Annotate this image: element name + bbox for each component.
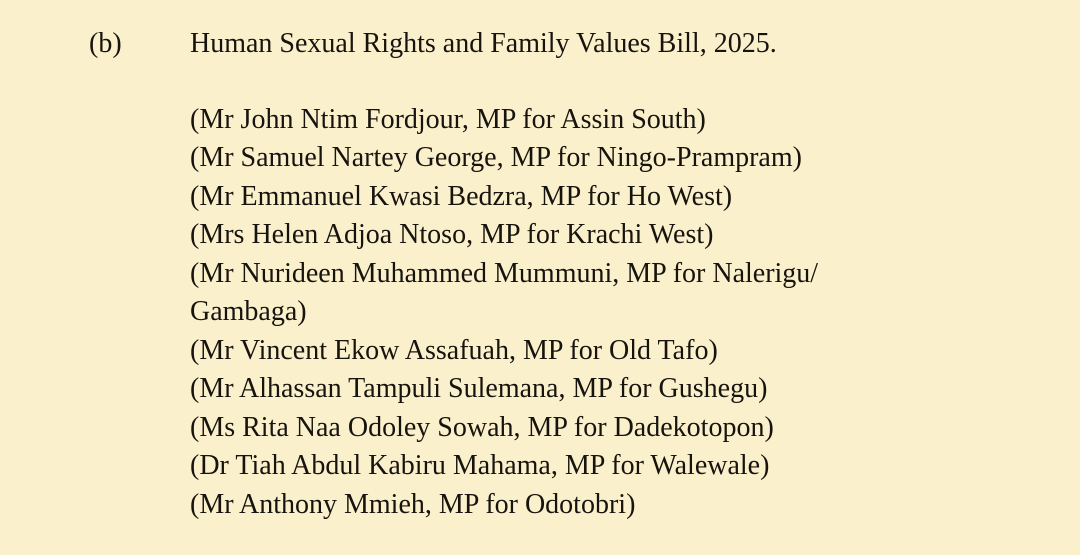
sponsor-list xyxy=(190,101,1080,525)
sponsor-line-wrap: Gambaga) xyxy=(190,296,307,327)
sponsor-line: (Mrs Helen Adjoa Ntoso, MP for Krachi West) xyxy=(190,219,714,250)
sponsor-line: (Mr Emmanuel Kwasi Bedzra, MP for Ho West) xyxy=(190,180,733,212)
sponsor-line: (Ms Rita Naa Odoley Sowah, MP for Dadekotopon) xyxy=(190,411,774,443)
sponsor-line: (Mr Anthony Mmieh, MP for Odotobri) xyxy=(190,488,636,520)
sponsor-line: (Mr Samuel Nartey George, MP for Ningo-Prampram) xyxy=(190,142,802,173)
sponsor-line: (Mr Alhassan Tampuli Sulemana, MP for Gushegu) xyxy=(190,373,768,404)
bill-title: Human Sexual Rights and Family Values Bill, 2025. xyxy=(190,28,777,59)
sponsor-line: (Mr Nurideen Muhammed Mummuni, MP for Nalerigu/ xyxy=(190,257,819,289)
list-item-label: (b) xyxy=(89,28,122,59)
sponsor-line: (Mr Vincent Ekow Assafuah, MP for Old Tafo) xyxy=(190,334,718,366)
sponsor-line: (Dr Tiah Abdul Kabiru Mahama, MP for Walewale) xyxy=(190,450,770,481)
sponsor-line: (Mr John Ntim Fordjour, MP for Assin South) xyxy=(190,103,706,135)
bill-heading xyxy=(0,25,1080,64)
